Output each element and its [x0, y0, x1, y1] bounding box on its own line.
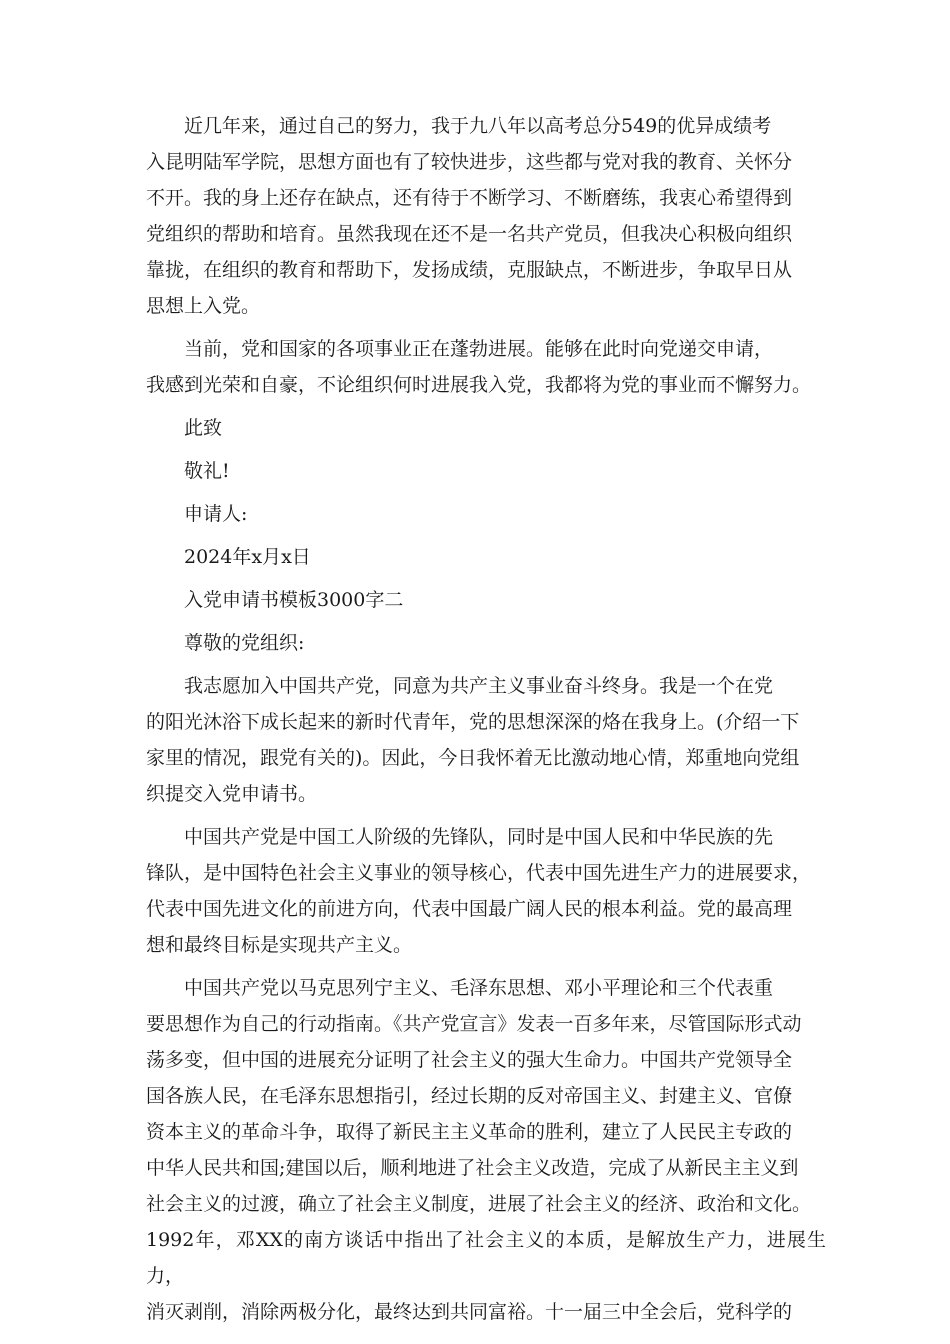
text-line: 当前，党和国家的各项事业正在蓬勃进展。能够在此时向党递交申请，	[184, 338, 774, 360]
text-line: 思想上入党。	[146, 295, 261, 317]
text-line: 中国共产党是中国工人阶级的先锋队，同时是中国人民和中华民族的先	[184, 826, 774, 848]
text-line: 锋队，是中国特色社会主义事业的领导核心，代表中国先进生产力的进展要求，	[146, 862, 812, 884]
text-line: 想和最终目标是实现共产主义。	[146, 934, 413, 956]
text-line: 中国共产党以马克思列宁主义、毛泽东思想、邓小平理论和三个代表重	[184, 977, 774, 999]
text-line: 近几年来，通过自己的努力，我于九八年以高考总分549的优异成绩考	[184, 115, 772, 137]
document-page	[146, 108, 826, 1337]
text-line: 入昆明陆军学院，思想方面也有了较快进步，这些都与党对我的教育、关怀分	[146, 151, 793, 173]
closing-line-2: 敬礼!	[184, 460, 230, 482]
text-line: 1992年，邓XX的南方谈话中指出了社会主义的本质，是解放生产力，进展生力，	[146, 1229, 826, 1287]
text-line: 消灭剥削，消除两极分化，最终达到共同富裕。十一届三中全会后，党科学的	[146, 1301, 793, 1323]
text-line: 我志愿加入中国共产党，同意为共产主义事业奋斗终身。我是一个在党	[184, 675, 774, 697]
paragraph-1	[146, 108, 826, 324]
text-line: 代表中国先进文化的前进方向，代表中国最广阔人民的根本利益。党的最高理	[146, 898, 793, 920]
text-line: 家里的情况，跟党有关的)。因此，今日我怀着无比激动地心情，郑重地向党组	[146, 747, 800, 769]
text-line: 的阳光沐浴下成长起来的新时代青年，党的思想深深的烙在我身上。(介绍一下	[146, 711, 800, 733]
text-line: 靠拢，在组织的教育和帮助下，发扬成绩，克服缺点，不断进步，争取早日从	[146, 259, 793, 281]
text-line: 国各族人民，在毛泽东思想指引，经过长期的反对帝国主义、封建主义、官僚	[146, 1085, 793, 1107]
section-title: 入党申请书模板3000字二	[184, 589, 404, 611]
paragraph-5	[146, 970, 826, 1330]
text-line: 中华人民共和国;建国以后，顺利地进了社会主义改造，完成了从新民主主义到	[146, 1157, 799, 1179]
paragraph-2	[146, 331, 826, 403]
date-line: 2024年x月x日	[184, 546, 311, 568]
text-line: 织提交入党申请书。	[146, 783, 318, 805]
text-line: 我感到光荣和自豪，不论组织何时进展我入党，我都将为党的事业而不懈努力。	[146, 374, 812, 396]
text-line: 要思想作为自己的行动指南。《共产党宣言》发表一百多年来，尽管国际形式动	[146, 1013, 802, 1035]
closing-line-1: 此致	[184, 417, 223, 439]
paragraph-3	[146, 668, 826, 812]
text-line: 社会主义的过渡，确立了社会主义制度，进展了社会主义的经济、政治和文化。	[146, 1193, 812, 1215]
text-line: 资本主义的革命斗争，取得了新民主主义革命的胜利，建立了人民民主专政的	[146, 1121, 793, 1143]
text-line: 荡多变，但中国的进展充分证明了社会主义的强大生命力。中国共产党领导全	[146, 1049, 793, 1071]
salutation-line: 尊敬的党组织:	[184, 632, 305, 654]
text-line: 党组织的帮助和培育。虽然我现在还不是一名共产党员，但我决心积极向组织	[146, 223, 793, 245]
applicant-line: 申请人:	[184, 503, 248, 525]
text-line: 不开。我的身上还存在缺点，还有待于不断学习、不断磨练，我衷心希望得到	[146, 187, 793, 209]
paragraph-4	[146, 819, 826, 963]
